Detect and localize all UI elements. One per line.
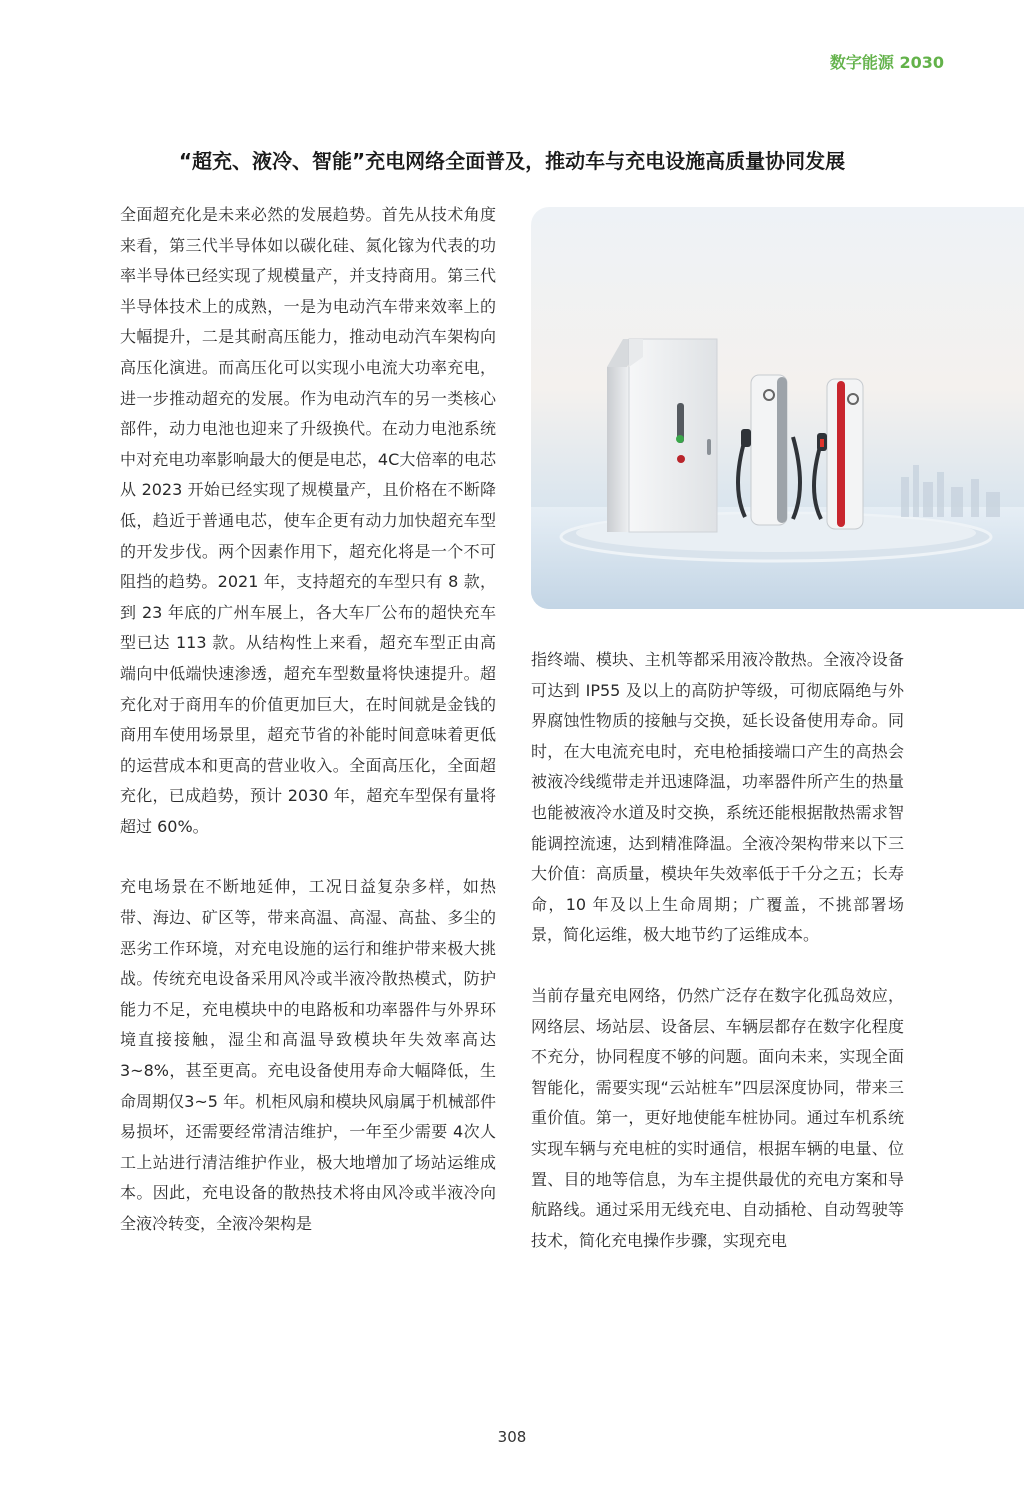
- body-paragraph: 指终端、模块、主机等都采用液冷散热。全液冷设备可达到 IP55 及以上的高防护等级，可彻底隔绝与外界腐蚀性物质的接触与交换，延长设备使用寿命。同时，在大电流充电时，充电枪插接端口产生的高热会被液冷线缆带走并迅速降温，功率器件所产生的热量也能被液冷水道及时交换，系统还能根据散热需求智能调控流速，达到精准降温。全液冷架构带来以下三大价值：高质量，模块年失效率低于千分之五；长寿命，10 年及以上生命周期；广覆盖，不挑部署场景，简化运维，极大地节约了运维成本。: [531, 650, 904, 945]
- charging-equipment-photo: [531, 207, 1024, 609]
- left-column: [120, 200, 496, 1240]
- section-title: “超充、液冷、智能”充电网络全面普及，推动车与充电设施高质量协同发展: [178, 149, 846, 173]
- page-number: 308: [497, 1428, 527, 1446]
- body-paragraph: 当前存量充电网络，仍然广泛存在数字化孤岛效应，网络层、场站层、设备层、车辆层都存在数字化程度不充分，协同程度不够的问题。面向未来，实现全面智能化，需要实现“云站桩车”四层深度协同，带来三重价值。第一，更好地使能车桩协同。通过车机系统实现车辆与充电桩的实时通信，根据车辆的电量、位置、目的地等信息，为车主提供最优的充电方案和导航路线。通过采用无线充电、自动插枪、自动驾驶等技术，简化充电操作步骤，实现充电: [531, 985, 904, 1250]
- running-header: 数字能源 2030: [829, 53, 944, 72]
- right-column: [531, 645, 904, 1256]
- body-paragraph: 全面超充化是未来必然的发展趋势。首先从技术角度来看，第三代半导体如以碳化硅、氮化镓为代表的功率半导体已经实现了规模量产，并支持商用。第三代半导体技术上的成熟，一是为电动汽车带来效率上的大幅提升，二是其耐高压能力，推动电动汽车架构向高压化演进。而高压化可以实现小电流大功率充电，进一步推动超充的发展。作为电动汽车的另一类核心部件，动力电池也迎来了升级换代。在动力电池系统中对充电功率影响最大的便是电芯，4C大倍率的电芯从 2023 开始已经实现了规模量产，且价格在不断降低，趋近于普通电芯，使车企更有动力加快超充车型的开发步伐。两个因素作用下，超充化将是一个不可阻挡的趋势。2021 年，支持超充的车型只有 8 款，到 23 年底的广州车展上，各大车厂公布的超快充车型已达 113 款。从结构性上来看，超充车型正由高端向中低端快速渗透，超充车型数量将快速提升。超充化对于商用车的价值更加巨大，在时间就是金钱的商用车使用场景里，超充节省的补能时间意味着更低的运营成本和更高的营业收入。全面高压化，全面超充化，已成趋势，预计 2030 年，超充车型保有量将超过 60%。: [120, 205, 496, 836]
- body-paragraph: 充电场景在不断地延伸，工况日益复杂多样，如热带、海边、矿区等，带来高温、高湿、高盐、多尘的恶劣工作环境，对充电设施的运行和维护带来极大挑战。传统充电设备采用风冷或半液冷散热模式，防护能力不足，充电模块中的电路板和功率器件与外界环境直接接触，湿尘和高温导致模块年失效率高达 3~8%，甚至更高。充电设备使用寿命大幅降低，生命周期仅3~5 年。机柜风扇和模块风扇属于机械部件易损坏，还需要经常清洁维护，一年至少需要 4次人工上站进行清洁维护作业，极大地增加了场站运维成本。因此，充电设备的散热技术将由风冷或半液冷向全液冷转变，全液冷架构是: [120, 877, 496, 1233]
